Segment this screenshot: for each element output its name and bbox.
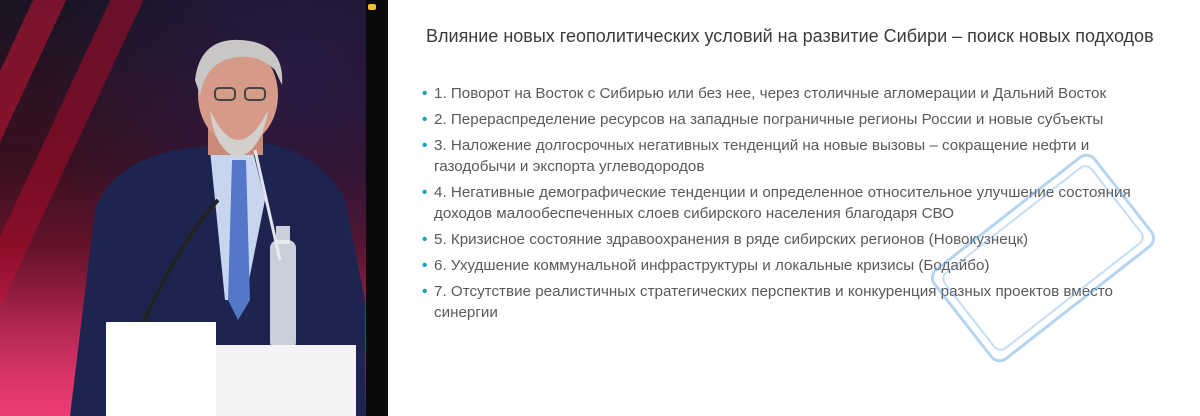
list-item	[422, 135, 1132, 177]
video-marker	[368, 4, 376, 10]
list-item	[422, 83, 1132, 104]
bullet-text: 2. Перераспределение ресурсов на западные пограничные регионы России и новые субъекты	[434, 111, 1104, 128]
dot-icon: •	[422, 283, 428, 300]
bullet-text: 4. Негативные демографические тенденции и определенное относительное улучшение состояния доходов малообеспеченных слоев сибирского населения благодаря СВО	[434, 184, 1131, 222]
dot-icon: •	[422, 257, 428, 274]
bullet-text: 7. Отсутствие реалистичных стратегических перспектив и конкуренция разных проектов вместо синергии	[434, 283, 1113, 321]
dot-icon: •	[422, 85, 428, 102]
video-border	[366, 0, 376, 416]
list-item	[422, 109, 1132, 130]
bullet-text: 6. Ухудшение коммунальной инфраструктуры и локальные кризисы (Бодайбо)	[434, 257, 990, 274]
bullet-text: 1. Поворот на Восток с Сибирью или без нее, через столичные агломерации и Дальний Восток	[434, 85, 1107, 102]
bullet-text: 5. Кризисное состояние здравоохранения в ряде сибирских регионов (Новокузнецк)	[434, 231, 1029, 248]
speaker-figure	[0, 0, 376, 416]
dot-icon: •	[422, 231, 428, 248]
slide-title: Влияние новых геополитических условий на развитие Сибири – поиск новых подходов	[426, 26, 1154, 46]
bullet-text: 3. Наложение долгосрочных негативных тенденций на новые вызовы – сокращение нефти и газодобычи и экспорта углеводородов	[434, 137, 1090, 175]
dot-icon: •	[422, 184, 428, 201]
dot-icon: •	[422, 111, 428, 128]
dot-icon: •	[422, 137, 428, 154]
speaker-video	[0, 0, 376, 416]
